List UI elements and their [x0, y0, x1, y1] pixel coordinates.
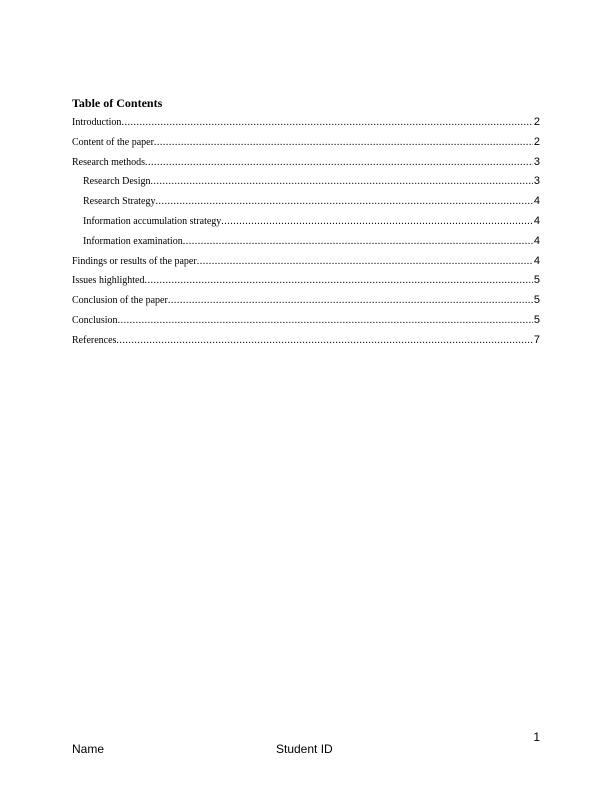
toc-entry-page: 4 [533, 195, 540, 208]
toc-entry-title: Introduction [72, 117, 122, 128]
toc-entry-conclusion[interactable] [72, 313, 540, 333]
footer-name-label: Name [72, 742, 105, 756]
toc-entry-page: 2 [533, 135, 540, 148]
toc-entry-conclusion-of-the-paper[interactable] [72, 293, 540, 313]
toc-entry-title: References [72, 334, 117, 346]
toc-entry-title: Issues highlighted [72, 275, 145, 287]
toc-entry-research-strategy[interactable] [72, 194, 540, 214]
toc-dot-leader [145, 156, 533, 170]
toc-dot-leader [221, 215, 533, 229]
toc-dot-leader [150, 175, 532, 189]
toc-entry-title: Content of the paper [72, 136, 154, 148]
toc-entry-information-examination[interactable] [72, 234, 540, 254]
toc-entry-page: 4 [533, 234, 540, 247]
toc-entry-page: 3 [533, 175, 540, 188]
toc-entry-page: 4 [533, 254, 540, 267]
page-number: 1 [533, 730, 540, 744]
toc-entry-issues-highlighted[interactable] [72, 273, 540, 293]
toc-entry-findings-or-results[interactable] [72, 254, 540, 274]
toc-entry-title: Conclusion [72, 314, 118, 326]
table-of-contents [72, 115, 540, 353]
toc-entry-page: 5 [533, 313, 540, 326]
toc-entry-title: Research methods [72, 156, 146, 168]
toc-entry-information-accumulation-strategy[interactable] [72, 214, 540, 234]
toc-dot-leader [155, 195, 532, 209]
toc-entry-page: 5 [533, 294, 540, 307]
toc-entry-content-of-the-paper[interactable] [72, 135, 540, 155]
toc-entry-title: Research Design [83, 176, 151, 188]
toc-dot-leader [197, 255, 533, 269]
toc-entry-title: Findings or results of the paper [72, 255, 197, 267]
page-footer [72, 741, 540, 757]
footer-student-id-label: Student ID [276, 742, 333, 756]
toc-entry-title: Information examination [83, 235, 183, 247]
toc-dot-leader [145, 274, 533, 288]
toc-entry-research-methods[interactable] [72, 155, 540, 175]
toc-entry-page: 7 [533, 333, 540, 346]
toc-entry-references[interactable] [72, 333, 540, 353]
toc-dot-leader [168, 294, 533, 308]
toc-dot-leader [154, 136, 533, 150]
toc-entry-title: Research Strategy [83, 196, 156, 208]
toc-entry-page: 3 [533, 155, 540, 168]
toc-dot-leader [116, 334, 532, 348]
toc-entry-title: Conclusion of the paper [72, 295, 168, 307]
toc-entry-page: 2 [533, 116, 540, 128]
toc-entry-research-design[interactable] [72, 174, 540, 194]
toc-entry-title: Information accumulation strategy [83, 215, 222, 227]
toc-title: Table of Contents [72, 96, 163, 110]
toc-dot-leader [118, 314, 533, 328]
toc-dot-leader [121, 116, 532, 130]
toc-dot-leader [183, 235, 533, 249]
toc-entry-introduction[interactable] [72, 115, 540, 135]
toc-entry-page: 4 [533, 214, 540, 227]
toc-entry-page: 5 [533, 274, 540, 287]
